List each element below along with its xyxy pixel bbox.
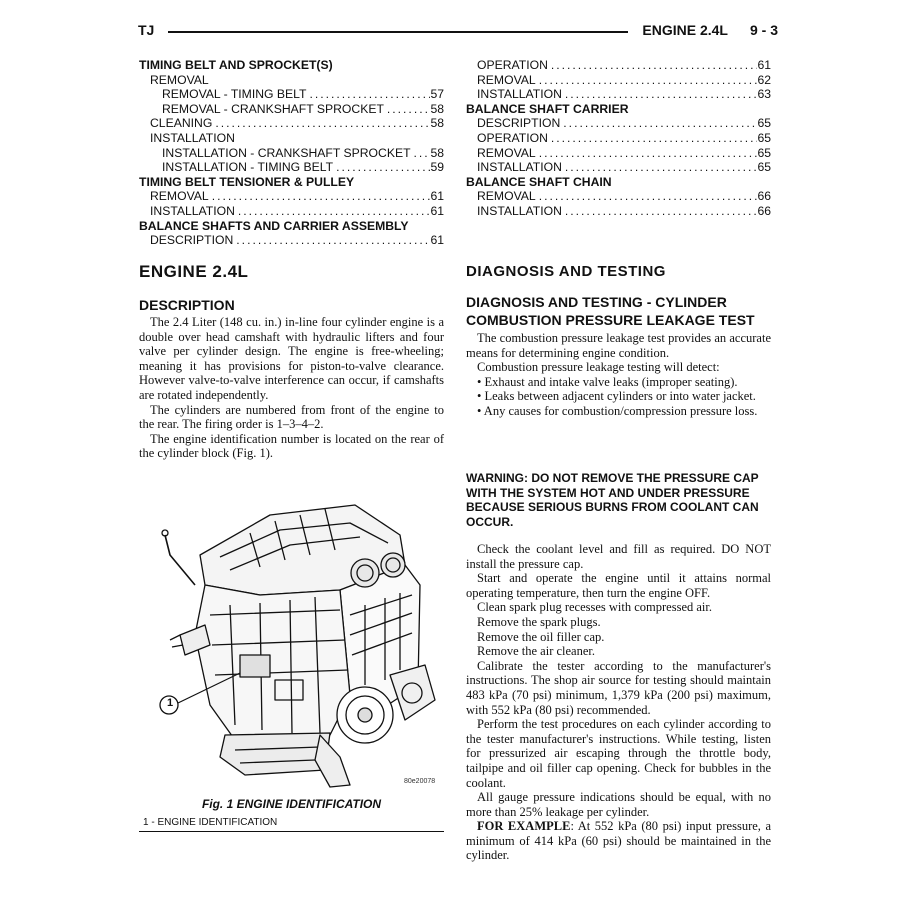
intro-bullet: • Leaks between adjacent cylinders or into water jacket. [477,389,756,404]
toc-entry [466,189,771,204]
description-body [139,315,444,461]
example-text: : At 552 kPa (80 psi) input pressure, a minimum of 414 kPa (60 psi) should be maintained in the cylinder. [466,819,771,863]
procedure-paragraph: Check the coolant level and fill as required. DO NOT install the pressure cap. [466,542,771,571]
figure-rule [139,831,444,832]
toc-leader-dots [235,204,431,219]
procedure-paragraph: Start and operate the engine until it attains normal operating temperature, then turn the engine OFF. [466,571,771,600]
toc-entry-page: 61 [757,58,771,72]
toc-entry [139,233,444,248]
toc-leader-dots [562,204,758,219]
toc-column-right [466,58,771,219]
toc-leader-dots [536,73,758,88]
toc-entry-label: TIMING BELT AND SPROCKET(S) [139,58,333,72]
toc-entry [466,204,771,219]
toc-leader-dots [384,102,431,117]
toc-leader-dots [536,146,758,161]
toc-leader-dots [212,116,430,131]
callout-number: 1 [166,697,174,709]
toc-entry [466,87,771,102]
toc-entry [466,73,771,88]
example-label: FOR EXAMPLE [477,819,571,834]
toc-entry-label: INSTALLATION - CRANKSHAFT SPROCKET [162,145,411,160]
intro-bullet: • Exhaust and intake valve leaks (improper seating). [477,374,738,389]
toc-entry-label: REMOVAL [477,145,536,160]
toc-entry [139,131,444,146]
toc-entry-label: DESCRIPTION [477,116,561,131]
toc-entry-label: OPERATION [477,130,548,145]
section-title-diagnosis: DIAGNOSIS AND TESTING [466,263,666,280]
description-paragraph: The engine identification number is located on the rear of the cylinder block (Fig. 1). [139,431,444,461]
header-page-number: 9 - 3 [749,22,778,38]
toc-entry-label: INSTALLATION [477,160,562,175]
header-right [642,22,778,38]
toc-entry [139,160,444,175]
intro-paragraph: Combustion pressure leakage testing will detect: [477,360,720,375]
toc-entry-page: 63 [757,87,771,102]
toc-entry [466,58,771,73]
toc-entry [139,87,444,102]
toc-entry-page: 65 [757,130,771,145]
toc-entry-label: REMOVAL - TIMING BELT [162,87,307,102]
header-vehicle-code: TJ [138,22,155,38]
example-paragraph [466,819,771,863]
toc-entry-page: 61 [430,189,444,204]
toc-entry [466,175,771,190]
toc-entry-label: REMOVAL [477,72,536,87]
toc-entry [139,116,444,131]
toc-entry-label: REMOVAL - CRANKSHAFT SPROCKET [162,101,384,116]
procedure-paragraph: Remove the air cleaner. [477,644,595,659]
toc-leader-dots [560,116,757,131]
toc-entry [139,102,444,117]
toc-entry-label: BALANCE SHAFT CARRIER [466,101,629,116]
toc-entry-label: INSTALLATION [477,203,562,218]
engine-illustration [150,495,445,790]
toc-entry-page: 62 [757,72,771,87]
figure-code: 80e20078 [404,778,436,785]
toc-entry [139,219,444,234]
toc-leader-dots [411,146,431,161]
procedure-paragraph: Calibrate the tester according to the manufacturer's instructions. The shop air source for testing should maintain 483 kPa (70 psi) minimum, 1,379 kPa (200 psi) maximum, with 552 kPa (80 psi) recommended. [466,658,771,717]
toc-entry-page: 58 [430,116,444,131]
toc-entry-page: 58 [430,101,444,116]
description-heading: DESCRIPTION [139,297,235,313]
toc-entry [466,146,771,161]
toc-entry-page: 65 [757,160,771,175]
toc-entry-label: BALANCE SHAFTS AND CARRIER ASSEMBLY [139,218,409,233]
toc-entry-page: 66 [757,203,771,218]
procedure-paragraph: Clean spark plug recesses with compressed air. [477,600,713,615]
toc-entry [139,189,444,204]
toc-entry [139,175,444,190]
header-rule [168,31,628,33]
figure-caption: Fig. 1 ENGINE IDENTIFICATION [201,797,382,811]
toc-entry [466,160,771,175]
toc-entry-page: 57 [430,87,444,102]
intro-paragraph: The combustion pressure leakage test provides an accurate means for determining engine condition. [466,331,771,360]
toc-entry-page: 61 [430,203,444,218]
figure-key: 1 - ENGINE IDENTIFICATION [143,817,278,828]
toc-leader-dots [562,87,758,102]
description-paragraph: The cylinders are numbered from front of the engine to the rear. The firing order is 1–3–4–2. [139,402,444,432]
section-title-engine: ENGINE 2.4L [139,262,249,281]
toc-entry [466,102,771,117]
procedure-paragraph: Remove the oil filler cap. [477,629,605,644]
warning-text: WARNING: DO NOT REMOVE THE PRESSURE CAP WITH THE SYSTEM HOT AND UNDER PRESSURE BECAUSE SERIOUS BURNS FROM COOLANT CAN OCCUR. [466,471,759,529]
procedure-paragraph: Remove the spark plugs. [477,614,601,629]
procedure-body [466,542,771,863]
toc-entry-label: INSTALLATION [150,203,235,218]
toc-entry-page: 65 [757,116,771,131]
toc-entry-label: BALANCE SHAFT CHAIN [466,174,612,189]
toc-entry [139,73,444,88]
toc-entry [139,204,444,219]
toc-entry-page: 59 [430,160,444,175]
diagnosis-subheading: DIAGNOSIS AND TESTING - CYLINDER COMBUSTION PRESSURE LEAKAGE TEST [466,294,755,328]
page-header [138,22,778,40]
toc-leader-dots [333,160,430,175]
toc-entry-label: REMOVAL [477,189,536,204]
diagnosis-intro [466,331,771,419]
description-paragraph: The 2.4 Liter (148 cu. in.) in-line four cylinder engine is a double over head camshaft with hydraulic lifters and four valve per cylinder design. The engine is free-wheeling; meaning it has provisions for piston-to-valve clearance. However valve-to-valve interference can occur, if camshafts are rotated independently. [139,315,444,402]
toc-entry-label: CLEANING [150,116,213,131]
toc-entry-page: 61 [430,233,444,248]
toc-entry-label: DESCRIPTION [150,233,234,248]
toc-leader-dots [209,189,431,204]
toc-entry-label: TIMING BELT TENSIONER & PULLEY [139,174,355,189]
toc-entry-label: REMOVAL [150,72,209,87]
toc-entry-label: REMOVAL [150,189,209,204]
toc-entry-label: OPERATION [477,58,548,72]
toc-leader-dots [306,87,430,102]
toc-leader-dots [548,131,758,146]
toc-entry [466,131,771,146]
toc-column-left [139,58,444,248]
toc-leader-dots [536,189,758,204]
header-section-title: ENGINE 2.4L [642,22,728,38]
procedure-paragraph: All gauge pressure indications should be equal, with no more than 25% leakage per cylinder. [466,790,771,819]
toc-entry-page: 65 [757,145,771,160]
toc-entry [139,146,444,161]
toc-entry-label: INSTALLATION [477,87,562,102]
toc-leader-dots [233,233,430,248]
toc-entry-label: INSTALLATION - TIMING BELT [162,160,334,175]
toc-entry-page: 58 [430,145,444,160]
toc-entry-page: 66 [757,189,771,204]
toc-entry [139,58,444,73]
procedure-paragraph: Perform the test procedures on each cylinder according to the tester manufacturer's instructions. While testing, listen for pressurized air escaping through the throttle body, tailpipe and oil filler cap opening. Check for bubbles in the coolant. [466,717,771,790]
intro-bullet: • Any causes for combustion/compression pressure loss. [477,403,758,418]
toc-entry [466,116,771,131]
toc-entry-label: INSTALLATION [150,130,235,145]
toc-leader-dots [548,58,758,73]
toc-leader-dots [562,160,758,175]
